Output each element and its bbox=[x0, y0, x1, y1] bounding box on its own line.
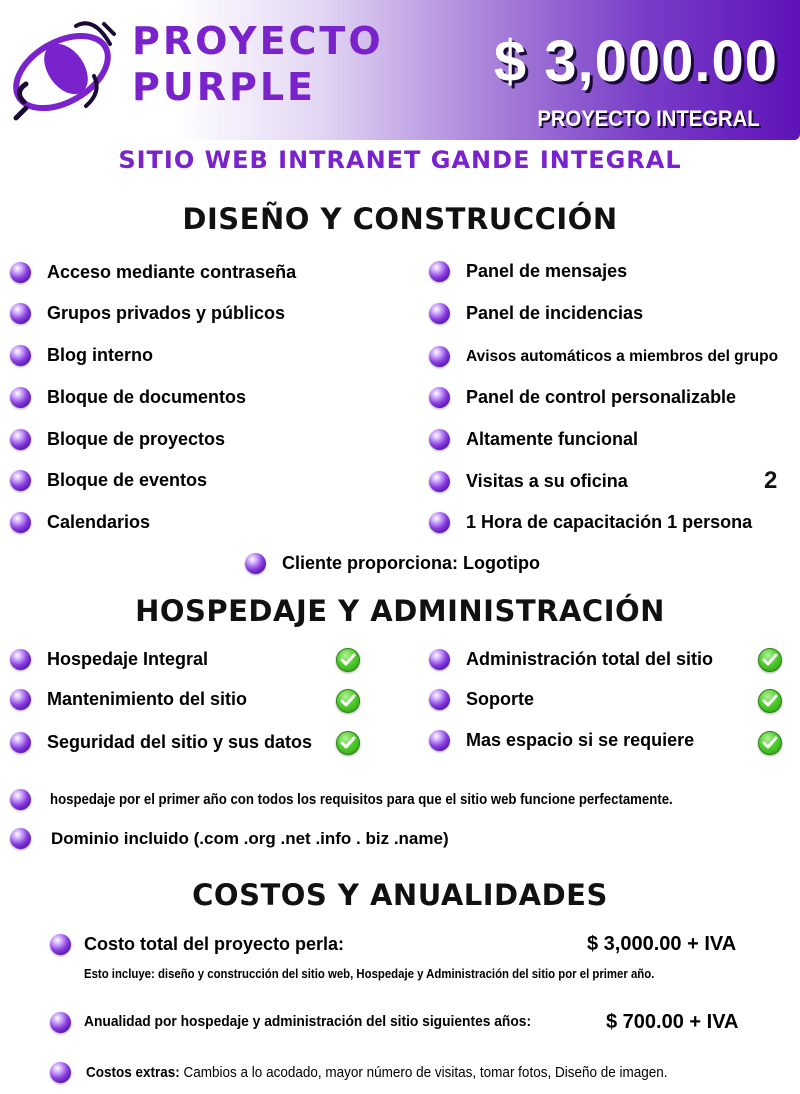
bullet-icon bbox=[10, 732, 31, 753]
bullet-icon bbox=[10, 470, 31, 491]
hosting-item-label: Mantenimiento del sitio bbox=[47, 689, 248, 709]
design-item-label: Blog interno bbox=[47, 345, 153, 365]
total-cost-note bbox=[84, 967, 711, 981]
bullet-icon bbox=[429, 387, 450, 408]
design-item-label: Grupos privados y públicos bbox=[47, 303, 286, 323]
design-item-label: Panel de control personalizable bbox=[466, 387, 737, 407]
domain-label: Dominio incluido (.com .org .net .info . biz .name) bbox=[51, 828, 449, 848]
design-item bbox=[429, 346, 778, 367]
extra-costs bbox=[86, 1064, 732, 1081]
bullet-icon bbox=[245, 553, 266, 574]
design-item-label: Avisos automáticos a miembros del grupo bbox=[466, 347, 779, 365]
hosting-item-label: Soporte bbox=[466, 689, 535, 709]
bullet-icon bbox=[10, 387, 31, 408]
extra-costs-text: Cambios a lo acodado, mayor número de visitas, tomar fotos, Diseño de imagen. bbox=[179, 1064, 668, 1081]
bullet-icon bbox=[429, 471, 450, 492]
bullet-icon bbox=[10, 789, 31, 810]
bullet-icon bbox=[429, 512, 450, 533]
green-check-icon bbox=[758, 731, 782, 755]
extra-costs-line bbox=[86, 1064, 668, 1081]
annual-cost-label bbox=[84, 1013, 570, 1030]
design-item-label: Altamente funcional bbox=[466, 429, 639, 449]
bullet-icon bbox=[50, 1062, 71, 1083]
client-provides-label: Cliente proporciona: Logotipo bbox=[282, 553, 540, 573]
design-item-label: Bloque de proyectos bbox=[47, 429, 226, 449]
bullet-icon bbox=[429, 429, 450, 450]
design-item-label: Bloque de documentos bbox=[47, 387, 247, 407]
design-item-label: 1 Hora de capacitación 1 persona bbox=[466, 512, 753, 532]
total-cost-note-text: Esto incluye: diseño y construcción del sitio web, Hospedaje y Administración del sitio por el primer año. bbox=[84, 967, 655, 981]
bullet-icon bbox=[10, 828, 31, 849]
hosting-item bbox=[10, 649, 208, 670]
design-item-label: Calendarios bbox=[47, 512, 151, 532]
green-check-icon bbox=[758, 689, 782, 713]
hosting-note bbox=[10, 789, 758, 810]
brand-name bbox=[132, 18, 384, 110]
hosting-item-label: Administración total del sitio bbox=[466, 649, 714, 669]
hosting-item-label: Mas espacio si se requiere bbox=[466, 730, 695, 750]
design-item-label: Visitas a su oficina bbox=[466, 471, 628, 491]
green-check-icon bbox=[336, 689, 360, 713]
total-cost-label: Costo total del proyecto perla: bbox=[84, 934, 345, 954]
page-subtitle: SITIO WEB INTRANET GANDE INTEGRAL bbox=[118, 146, 682, 174]
header-banner bbox=[0, 0, 800, 140]
hosting-note-label: hospedaje por el primer año con todos los requisitos para que el sitio web funcione perfectamente. bbox=[50, 791, 673, 808]
bullet-icon bbox=[50, 1012, 71, 1033]
design-item-label: Acceso mediante contraseña bbox=[47, 262, 297, 282]
hosting-item-label: Hospedaje Integral bbox=[47, 649, 209, 669]
bullet-icon bbox=[429, 730, 450, 751]
bullet-icon bbox=[429, 649, 450, 670]
section-title-costs: COSTOS Y ANUALIDADES bbox=[192, 878, 608, 912]
hosting-item bbox=[429, 689, 534, 710]
design-item bbox=[429, 387, 736, 408]
design-item bbox=[429, 303, 643, 324]
section-title-design: DISEÑO Y CONSTRUCCIÓN bbox=[182, 202, 618, 236]
project-type: PROYECTO INTEGRAL bbox=[537, 106, 760, 131]
green-check-icon bbox=[336, 731, 360, 755]
visits-count: 2 bbox=[764, 467, 778, 494]
brand-line-2: PURPLE bbox=[132, 65, 316, 109]
design-item bbox=[429, 261, 627, 282]
brand-line-1: PROYECTO bbox=[132, 19, 384, 63]
design-item bbox=[10, 470, 207, 491]
design-item-label: Bloque de eventos bbox=[47, 470, 208, 490]
bullet-icon bbox=[429, 346, 450, 367]
design-item bbox=[10, 387, 246, 408]
annual-cost-value: $ 700.00 + IVA bbox=[606, 1011, 739, 1033]
swirl-logo-icon bbox=[6, 14, 126, 122]
bullet-icon bbox=[429, 303, 450, 324]
design-item bbox=[429, 471, 628, 492]
design-item bbox=[10, 345, 153, 366]
design-item bbox=[10, 429, 225, 450]
design-item bbox=[10, 303, 285, 324]
hosting-item bbox=[429, 730, 694, 751]
bullet-icon bbox=[10, 512, 31, 533]
client-provides bbox=[245, 553, 540, 574]
domain-item bbox=[10, 828, 449, 849]
bullet-icon bbox=[429, 689, 450, 710]
section-title-hosting: HOSPEDAJE Y ADMINISTRACIÓN bbox=[135, 594, 665, 628]
hosting-item-label: Seguridad del sitio y sus datos bbox=[47, 732, 313, 752]
hosting-item bbox=[10, 732, 312, 753]
green-check-icon bbox=[758, 648, 782, 672]
design-item-label: Panel de mensajes bbox=[466, 261, 628, 281]
design-item-label: Panel de incidencias bbox=[466, 303, 644, 323]
design-item bbox=[429, 429, 638, 450]
design-item bbox=[10, 512, 150, 533]
hosting-item bbox=[10, 689, 247, 710]
hosting-item bbox=[429, 649, 713, 670]
bullet-icon bbox=[10, 689, 31, 710]
extra-costs-label: Costos extras: bbox=[86, 1064, 180, 1081]
bullet-icon bbox=[50, 934, 71, 955]
bullet-icon bbox=[10, 262, 31, 283]
bullet-icon bbox=[10, 303, 31, 324]
bullet-icon bbox=[10, 649, 31, 670]
annual-cost-label-text: Anualidad por hospedaje y administración del sitio siguientes años: bbox=[84, 1013, 532, 1030]
total-cost-value: $ 3,000.00 + IVA bbox=[587, 933, 737, 955]
bullet-icon bbox=[429, 261, 450, 282]
bullet-icon bbox=[10, 429, 31, 450]
header-price: $ 3,000.00 bbox=[493, 29, 778, 94]
design-item bbox=[10, 262, 296, 283]
design-item bbox=[429, 512, 752, 533]
bullet-icon bbox=[10, 345, 31, 366]
green-check-icon bbox=[336, 648, 360, 672]
